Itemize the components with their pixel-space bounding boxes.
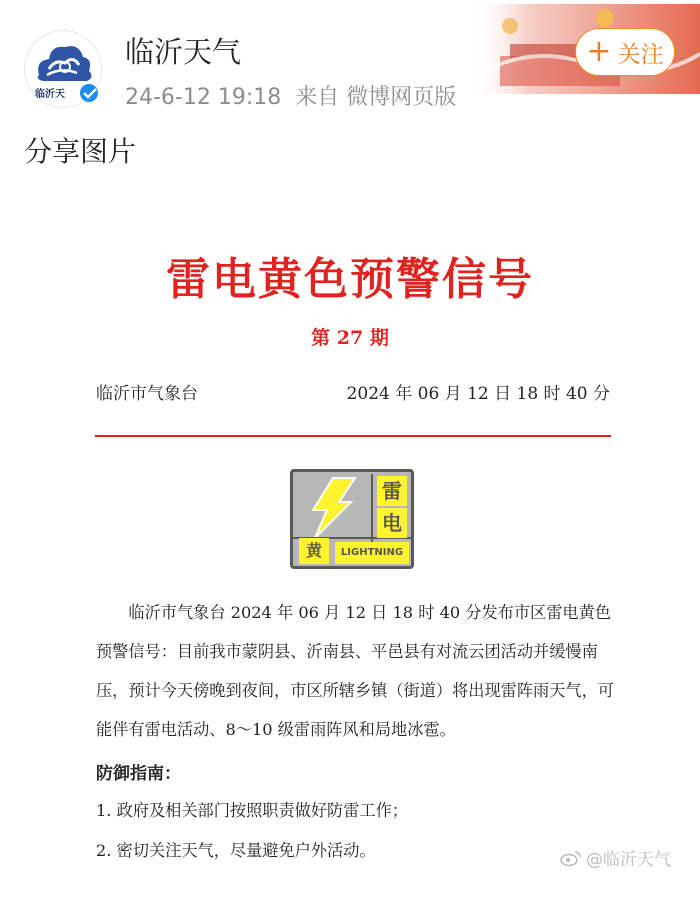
issue-number: 第 27 期 — [311, 327, 389, 349]
issuer: 临沂市气象台 — [96, 384, 198, 404]
shared-image[interactable] — [0, 185, 700, 913]
red-divider — [95, 435, 611, 437]
issued-at: 2024 年 06 月 12 日 18 时 40 分 — [346, 384, 610, 404]
weibo-logo-icon — [560, 849, 582, 867]
guide-item-2: 2. 密切关注天气，尽量避免户外活动。 — [96, 841, 376, 860]
verified-icon — [83, 88, 97, 99]
signal-char-level: 黄 — [299, 538, 329, 564]
verified-badge — [78, 82, 100, 104]
follow-button[interactable] — [575, 28, 675, 76]
watermark — [560, 845, 671, 870]
post-source: 来自 微博网页版 — [295, 85, 457, 110]
signal-char-mid: 电 — [377, 508, 407, 538]
post-timestamp[interactable]: 24-6-12 19:18 — [125, 85, 282, 110]
signal-tag: LIGHTNING — [335, 542, 409, 564]
watermark-text: @临沂天气 — [586, 850, 671, 870]
warning-signal-icon — [290, 469, 414, 569]
guide-heading: 防御指南： — [96, 764, 181, 784]
document-title: 雷电黄色预警信号 — [166, 254, 534, 305]
post-text: 分享图片 — [24, 135, 137, 168]
signal-char-top: 雷 — [377, 476, 407, 506]
username[interactable]: 临沂天气 — [125, 35, 242, 69]
guide-item-1: 1. 政府及相关部门按照职责做好防雷工作； — [96, 801, 408, 820]
warning-body: 临沂市气象台 2024 年 06 月 12 日 18 时 40 分发布市区雷电黄色预警信号：目前我市蒙阴县、沂南县、平邑县有对流云团活动并缓慢南压，预计今天傍晚到夜间，市区所辖乡镇（街道）将出现雷阵雨天气，可能伴有雷电活动、8～10 级雷雨阵风和局地冰雹。 — [96, 603, 614, 739]
plus-icon: + — [586, 34, 612, 69]
avatar-text: 临沂天 — [35, 89, 65, 100]
post-meta — [125, 80, 470, 111]
follow-label: 关注 — [617, 41, 664, 68]
post-header — [0, 0, 700, 120]
